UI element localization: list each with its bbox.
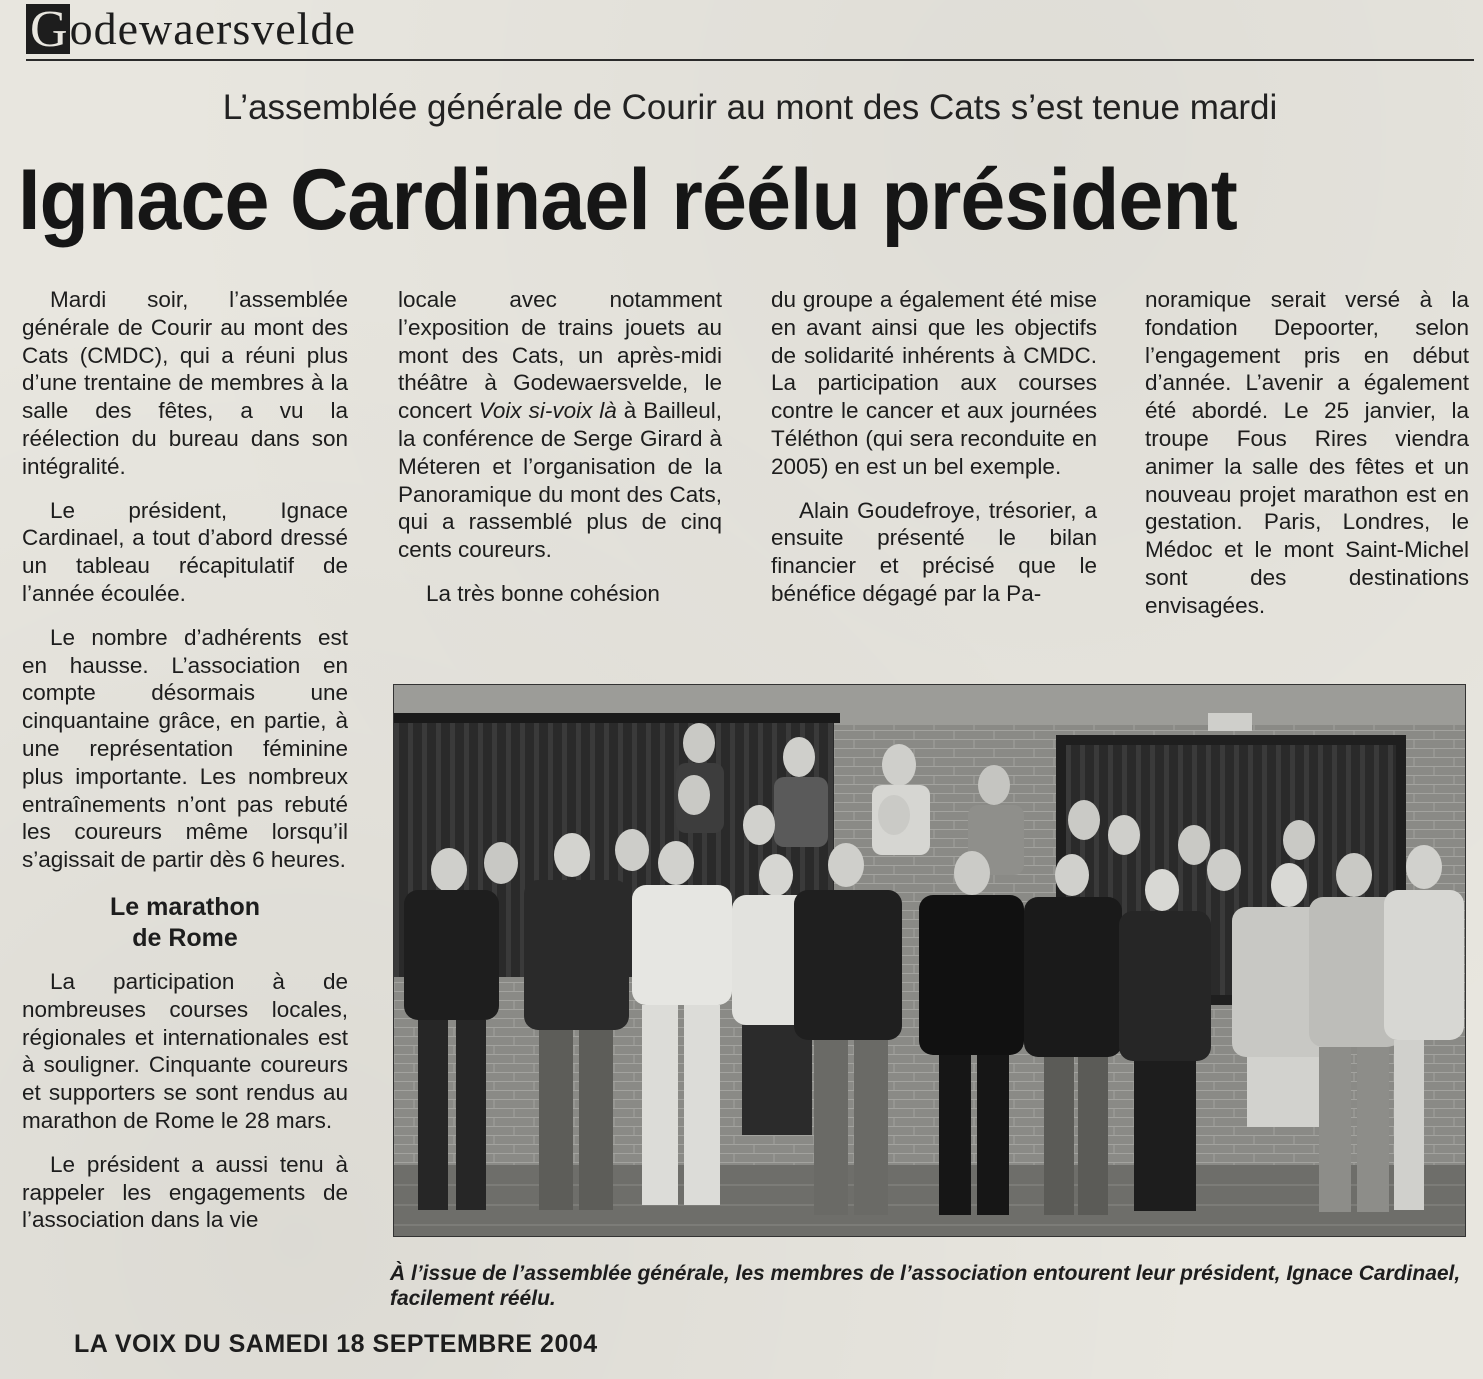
paragraph-text: locale avec notamment l’exposition de trains jouets au mont des Cats, un après-midi théâtre à Godewaersvelde, le concert: [398, 287, 722, 424]
paragraph-text: à Bailleul, la conférence de Serge Girard à Méteren et l’organisation de la Panoramique du mont des Cats, qui a rassemblé plus de cinq cents coureurs.: [398, 398, 722, 563]
subheading-line-1: Le marathon: [109, 892, 261, 921]
paragraph: La très bonne cohésion: [426, 580, 660, 606]
bleed-through-text: [560, 0, 566, 26]
headline: Ignace Cardinael réélu président: [18, 152, 1237, 248]
paragraph: Alain Goudefroye, trésorier, a ensuite présenté le bilan financier et précisé que le bénéfice dégagé par la Pa-: [771, 497, 1097, 606]
paragraph: Le président, Ignace Cardinael, a tout d’abord dressé un tableau récapitulatif de l’année écoulée.: [22, 497, 348, 606]
paragraph: [398, 286, 722, 564]
paragraph: Mardi soir, l’assemblée générale de Courir au mont des Cats (CMDC), qui a réuni plus d’une trentaine de membres à la salle des fêtes, a vu la réélection du bureau dans son intégralité.: [22, 287, 348, 479]
paragraph: noramique serait versé à la fondation Depoorter, selon l’engagement pris en début d’année. L’avenir a également été abordé. Le 25 janvier, la troupe Fous Rires viendra animer la salle des fêtes et un nouveau projet marathon est en gestation. Paris, Londres, le Médoc et le mont Saint-Michel sont des destinations envisagées.: [1145, 287, 1469, 618]
concert-title: Voix si-voix là: [478, 398, 617, 424]
group-photo: [393, 684, 1466, 1237]
kicker: L’assemblée générale de Courir au mont des Cats s’est tenue mardi: [222, 88, 1278, 127]
rubric-initial: G: [26, 4, 70, 54]
paragraph: du groupe a également été mise en avant ainsi que les objectifs de solidarité inhérents à CMDC. La participation aux courses contre le cancer et aux journées Téléthon (qui sera reconduite en 2005) en est un bel exemple.: [771, 287, 1097, 479]
publication-footer: LA VOIX DU SAMEDI 18 SEPTEMBRE 2004: [74, 1330, 598, 1358]
subheading-line-2: de Rome: [132, 923, 238, 952]
paragraph: Le nombre d’adhérents est en hausse. L’association en compte désormais une cinquantaine grâce, en partie, à une représentation féminine plus importante. Les nombreux entraînements n’ont pas rebuté les coureurs même lorsqu’il s’agissait de partir dès 6 heures.: [22, 624, 348, 873]
section-rubric: [26, 0, 356, 58]
article-column-1: [22, 286, 348, 1250]
rubric-rule: [26, 59, 1474, 61]
article-column-3: [771, 286, 1097, 624]
article-column-2: [398, 286, 722, 624]
rubric-town-name: odewaersvelde: [69, 3, 356, 54]
subheading: [22, 892, 348, 954]
paragraph: La participation à de nombreuses courses locales, régionales et internationales est à souligner. Cinquante coureurs et supporters se sont rendus au marathon de Rome le 28 mars.: [22, 968, 348, 1133]
paragraph: Le président a aussi tenu à rappeler les engagements de l’association dans la vie: [22, 1151, 348, 1233]
photo-caption: À l’issue de l’assemblée générale, les membres de l’association entourent leur président, Ignace Cardinael, facilement réélu.: [390, 1262, 1461, 1310]
group-photo-illustration: [394, 685, 1465, 1236]
article-column-4: [1145, 286, 1469, 636]
